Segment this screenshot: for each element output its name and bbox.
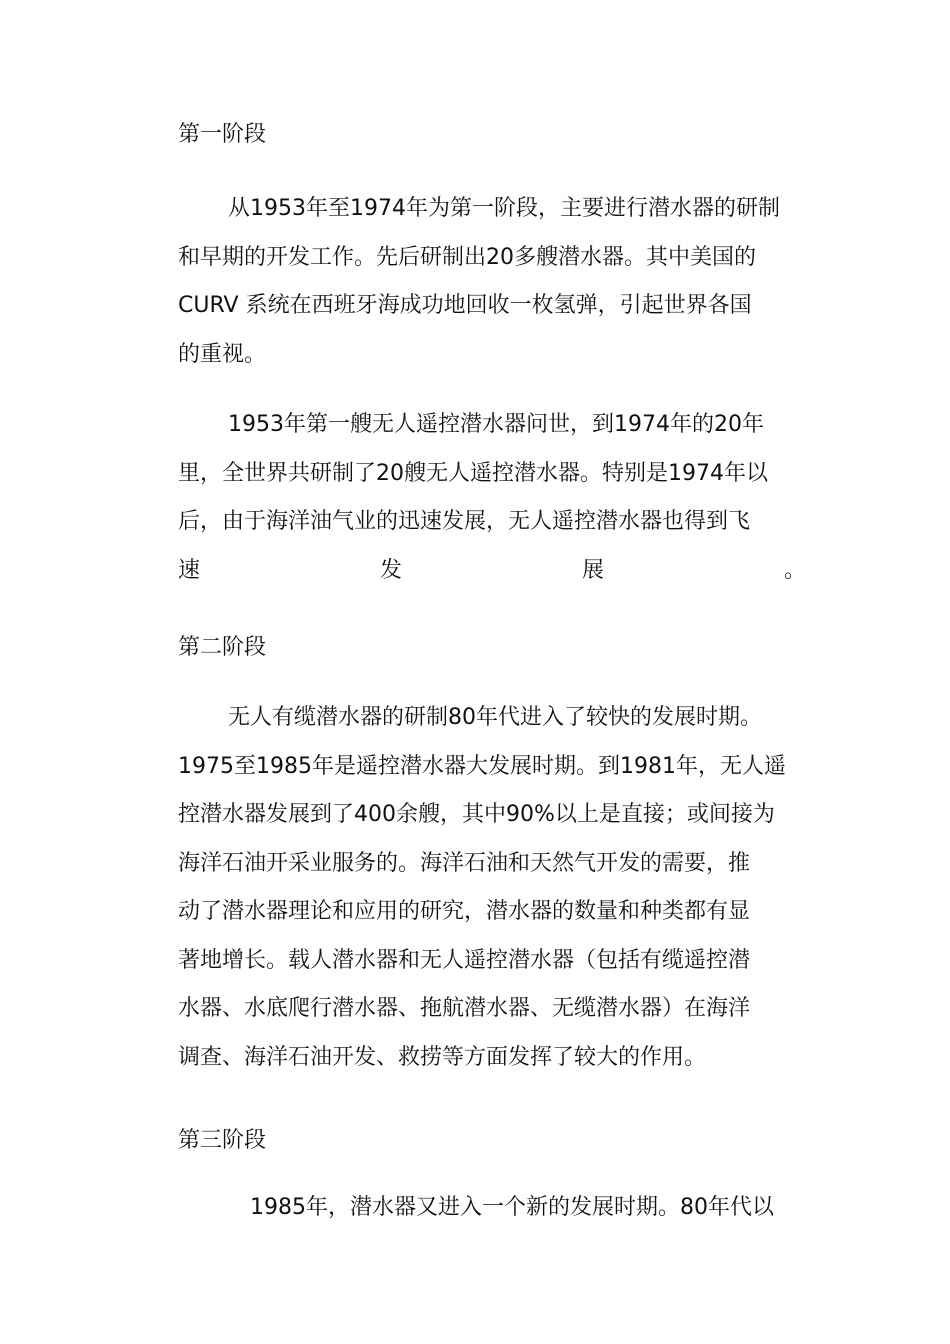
paragraph-line: 调查、海洋石油开发、救捞等方面发挥了较大的作用。 xyxy=(178,1044,707,1070)
spread-char: 。 xyxy=(783,557,806,583)
paragraph-line: 1985年，潜水器又进入一个新的发展时期。80年代以 xyxy=(250,1195,774,1220)
section-heading-2: 第二阶段 xyxy=(178,635,267,660)
spread-char: 发 xyxy=(379,557,402,583)
paragraph-line: 后，由于海洋油气业的迅速发展，无人遥控潜水器也得到飞 xyxy=(178,509,751,534)
paragraph-3 xyxy=(178,694,806,1082)
paragraph-line: 水器、水底爬行潜水器、拖航潜水器、无缆潜水器）在海洋 xyxy=(178,996,751,1021)
paragraph-line: 1953年第一艘无人遥控潜水器问世，到1974年的20年 xyxy=(228,412,764,437)
paragraph-line: 1975至1985年是遥控潜水器大发展时期。到1981年，无人遥 xyxy=(178,753,786,779)
spread-char: 速 xyxy=(178,557,201,583)
paragraph-line: 控潜水器发展到了400余艘，其中90%以上是直接；或间接为 xyxy=(178,802,775,827)
paragraph-line: 著地增长。载人潜水器和无人遥控潜水器（包括有缆遥控潜 xyxy=(178,947,751,973)
paragraph-2 xyxy=(178,401,806,595)
section-heading-1: 第一阶段 xyxy=(178,122,267,147)
spread-char: 展 xyxy=(581,557,604,583)
paragraph-line: 海洋石油开采业服务的。海洋石油和天然气开发的需要，推 xyxy=(178,850,751,876)
paragraph-line: 里，全世界共研制了20艘无人遥控潜水器。特别是1974年以 xyxy=(178,460,768,486)
paragraph-line: 的重视。 xyxy=(178,341,267,367)
paragraph-line: 无人有缆潜水器的研制80年代进入了较快的发展时期。 xyxy=(228,705,762,730)
paragraph-line: 动了潜水器理论和应用的研究，潜水器的数量和种类都有显 xyxy=(178,899,751,924)
section-heading-3: 第三阶段 xyxy=(178,1128,267,1153)
paragraph-line: 和早期的开发工作。先后研制出20多艘潜水器。其中美国的 xyxy=(178,244,756,270)
paragraph-1 xyxy=(178,185,806,379)
spread-line xyxy=(178,547,806,596)
paragraph-line: 从1953年至1974年为第一阶段，主要进行潜水器的研制 xyxy=(228,196,780,221)
paragraph-line: CURV 系统在西班牙海成功地回收一枚氢弹，引起世界各国 xyxy=(178,293,752,318)
paragraph-4 xyxy=(178,1184,806,1233)
